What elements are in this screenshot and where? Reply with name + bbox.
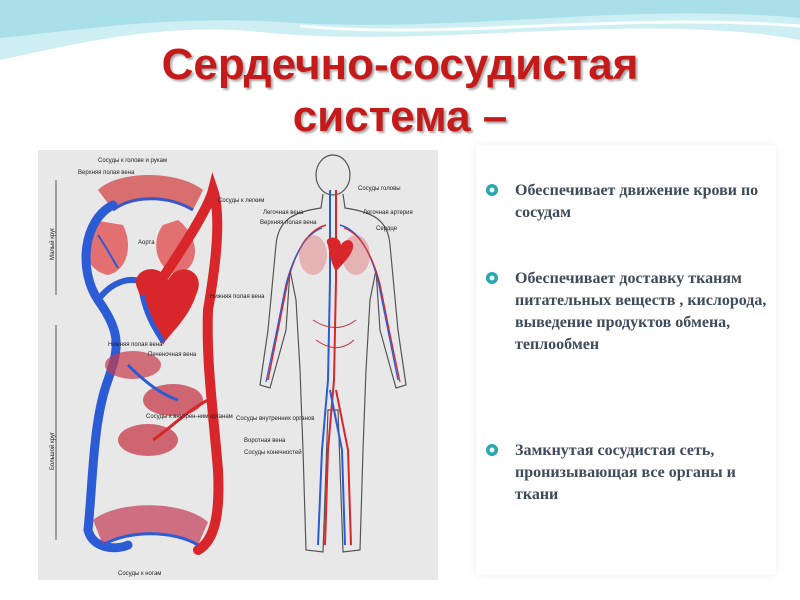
bullet-text: Замкнутая сосудистая сеть, пронизывающая все органы и ткани [515, 442, 736, 503]
label-portal-vein: Воротная вена [244, 438, 286, 444]
label-pulmonary-artery: Легочная артерия [363, 210, 413, 216]
label-internal-organ-vessels: Сосуды к внутрен-ним органам [146, 414, 233, 420]
circulation-schematic [49, 158, 264, 577]
circulation-illustration [38, 150, 438, 580]
bullet-text: Обеспечивает доставку тканям питательных веществ , кислорода, выведение продуктов обмена, теплообмен [515, 270, 767, 353]
label-lung-vessels: Сосуды к легким [218, 198, 265, 204]
bullet-icon [485, 183, 499, 197]
bullet-text: Обеспечивает движение крови по сосудам [515, 182, 759, 221]
label-pulmonary-vein: Легочная вена [263, 210, 304, 216]
circulation-svg [38, 150, 438, 580]
label-aorta: Аорта [138, 240, 155, 246]
label-limb-vessels: Сосуды конечностей [244, 450, 302, 456]
label-head-vessels: Сосуды головы [358, 186, 401, 192]
bullet-icon [485, 443, 499, 457]
bullet-item-2 [485, 268, 775, 356]
label-legs: Сосуды к ногам [118, 571, 162, 577]
label-superior-vena-cava-body: Верхняя полая вена [260, 220, 317, 226]
label-heart: Сердце [376, 226, 398, 232]
label-small-circle: Малый круг [50, 227, 56, 260]
bullet-item-1 [485, 180, 775, 224]
label-superior-vena-cava: Верхняя полая вена [78, 170, 135, 176]
bullet-icon [485, 271, 499, 285]
bullet-item-3 [485, 440, 775, 506]
page-title-line2: система – [292, 92, 508, 141]
label-large-circle: Большой круг [50, 431, 56, 470]
label-inferior-vena-cava: Нижняя полая вена [108, 342, 163, 348]
label-head-arms: Сосуды к голове и рукам [98, 158, 168, 164]
label-internal-organ-vessels-body: Сосуды внутренних органов [236, 416, 315, 422]
page-title-line1: Сердечно-сосудистая [161, 40, 639, 89]
human-body-figure [210, 155, 413, 552]
label-inferior-vena-cava-body: Нижняя полая вена [210, 294, 265, 300]
label-hepatic-vein: Печеночная вена [148, 352, 197, 358]
